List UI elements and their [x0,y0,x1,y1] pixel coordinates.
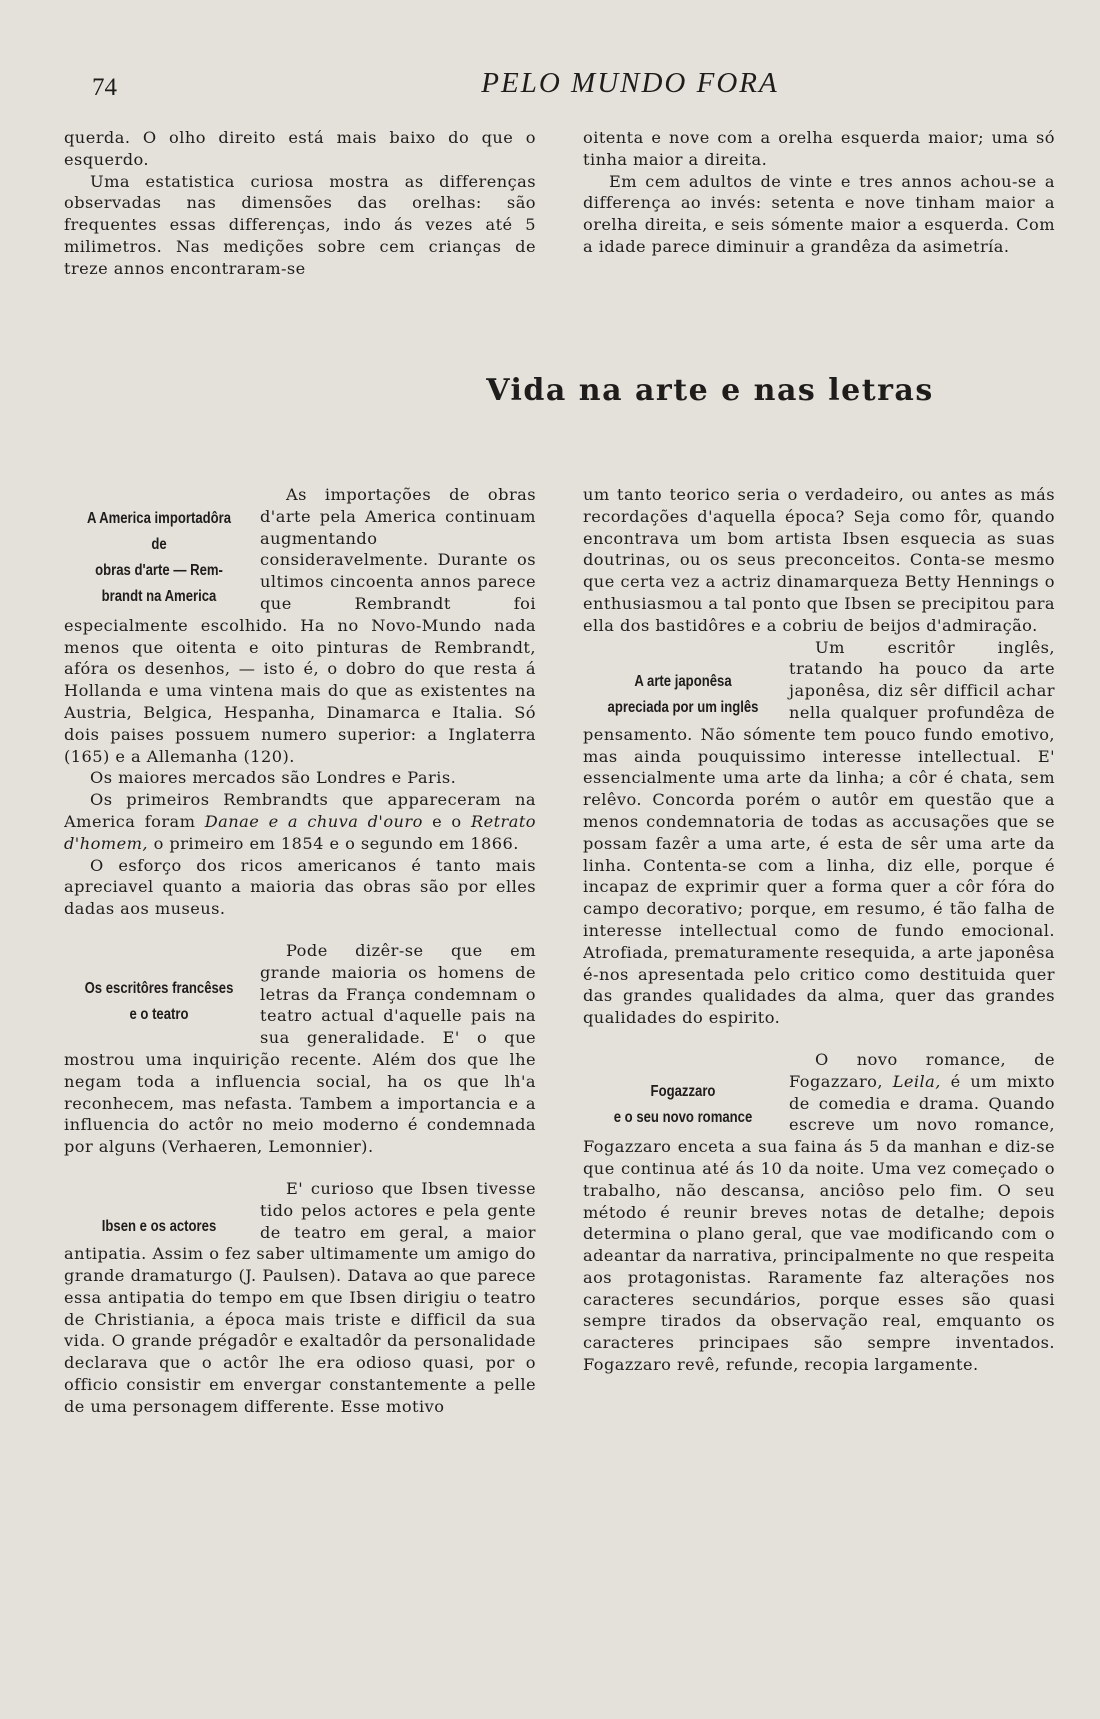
article-rembrandt [64,484,536,920]
article-japonesa [583,637,1055,1029]
artwork-title: Danae e a chuva d'ouro [204,811,423,831]
page-number: 74 [92,74,117,101]
section-title: Vida na arte e nas letras [486,373,934,408]
right-article-column [583,484,1055,1376]
article-paragraph: O novo romance, de Fogazzaro, Leila, é um mixto de comedia e drama. Quando escreve um novo romance, Fogazzaro enceta a sua faina ás 5 da manhan e diz-se que continua até ás 10 da noite. Uma vez começado o trabalho, não descansa, anciôso pelo fim. O seu método é reunir breves notas de detalhe; depois determina o plano geral, que vae modificando com o adeantar da narrativa, principalmente no que respeita aos protagonistas. Raramente faz alterações nos caracteres secundários, porque esses são quasi sempre tirados da observação real, emquanto os caracteres principaes são sempre inventados. Fogazzaro revê, refunde, recopia largamente. [583,1049,1055,1375]
intro-paragraph: Em cem adultos de vinte e tres annos achou-se a differença ao invés: setenta e nove tinham maior a orelha direita, e seis sómente maior a esquerda. Com a idade parece diminuir a grandêza da asimetría. [583,171,1055,256]
intro-paragraph: oitenta e nove com a orelha esquerda maior; uma só tinha maior a direita. [583,128,1055,169]
article-paragraph: O esforço dos ricos americanos é tanto mais apreciavel quanto a maioria das obras são por elles dadas aos museus. [64,855,536,919]
article-ibsen [64,1178,536,1418]
intro-paragraph: querda. O olho direito está mais baixo do que o esquerdo. [64,128,536,169]
article-heading: Ibsen e os actores [101,1217,217,1235]
article-heading: A America importadôra de obras d'arte — Rem- brandt na America [86,510,232,605]
intro-paragraph: Uma estatistica curiosa mostra as differenças observadas nas dimensões das orelhas: são frequentes essas differenças, indo ás vezes até 5 milimetros. Nas medições sobre cem crianças de treze annos encontraram-se [64,171,536,278]
artwork-title: Retrato d'homem, [64,811,536,853]
article-heading: A arte japonêsa apreciada por um inglês [607,672,759,716]
book-title: Leila, [892,1071,941,1091]
article-paragraph: Os primeiros Rembrandts que appareceram na America foram Danae e a chuva d'ouro e o Retrato d'homem, o primeiro em 1854 e o segundo em 1866. [64,790,536,853]
article-paragraph: E' curioso que Ibsen tivesse tido pelos actores e pela gente de teatro em geral, a maior antipatia. Assim o fez saber ultimamente um amigo do grande dramaturgo (J. Paulsen). Datava ao que parece essa antipatia do tempo em que Ibsen dirigiu o teatro de Christiania, a época mais triste e difficil da sua vida. O grande prégadôr e exaltadôr da personalidade declarava que o actôr lhe era odioso quasi, por o officio consistir em envergar constantemente a pelle de uma personagem differente. Esse motivo [64,1178,536,1416]
article-continuation: um tanto teorico seria o verdadeiro, ou antes as más recordações d'aquella época? Seja como fôr, quando encontrava um bom artista Ibsen esquecia as suas doutrinas, ou os seus preconceitos. Conta-se mesmo que certa vez a actriz dinamarqueza Betty Hennings o enthusiasmou a tal ponto que Ibsen se precipitou para ella dos bastidôres e a cobriu de beijos d'admiração. [583,485,1055,635]
intro-right-column [583,127,1055,258]
article-paragraph: As importações de obras d'arte pela America continuam augmentando consideravelmente. Durante os ultimos cincoenta annos parece que Rembrandt foi especialmente escolhido. Ha no Novo-Mundo nada menos que oitenta e oito pinturas de Rembrandt, afóra os desenhos, — isto é, o dobro do que resta á Hollanda e uma vintena mais do que as existentes na Austria, Belgica, Hespanha, Dinamarca e Italia. Só dois paises possuem numero superior: a Inglaterra (165) e a Allemanha (120). [64,485,536,766]
article-heading: Fogazzaro e o seu novo romance [613,1082,753,1126]
article-paragraph: Um escritôr inglês, tratando ha pouco da arte japonêsa, diz sêr difficil achar nella qualquer profundêza de pensamento. Não sómente tem pouco fundo emotivo, mas ainda pouquissimo interesse intellectual. E' essencialmente uma arte da linha; a côr é chata, sem relêvo. Concorda porém o autôr em questão que a menos condemnatoria de todas as accusações que se possam fazêr a uma arte, é esta de sêr uma arte da linha. Contenta-se com a linha, diz elle, porque é incapaz de exprimir quer a forma quer a côr fóra do campo decorativo; porque, em resumo, é tão falha de interesse intellectual como de fundo emocional. Atrofiada, prematuramente resequida, a arte japonêsa é-nos apresentada pelo critico como destituida quer das grandes qualidades da alma, quer das grandes qualidades do espirito. [583,637,1055,1028]
left-article-column [64,484,536,1418]
article-heading: Os escritôres francêses e o teatro [84,979,234,1023]
intro-left-column [64,127,536,280]
article-fogazzaro [583,1049,1055,1376]
article-paragraph: Os maiores mercados são Londres e Paris. [90,768,457,788]
running-title: PELO MUNDO FORA [481,67,779,99]
article-paragraph: Pode dizêr-se que em grande maioria os homens de letras da França condemnam o teatro actual d'aquelle pais na sua generalidade. E' o que mostrou uma inquirição recente. Além dos que lhe negam toda a influencia social, ha os que lh'a reconhecem, mas nefasta. Tambem a importancia e a influencia do actôr no meio moderno é condemnada por alguns (Verhaeren, Lemonnier). [64,940,536,1157]
article-escritores [64,940,536,1158]
